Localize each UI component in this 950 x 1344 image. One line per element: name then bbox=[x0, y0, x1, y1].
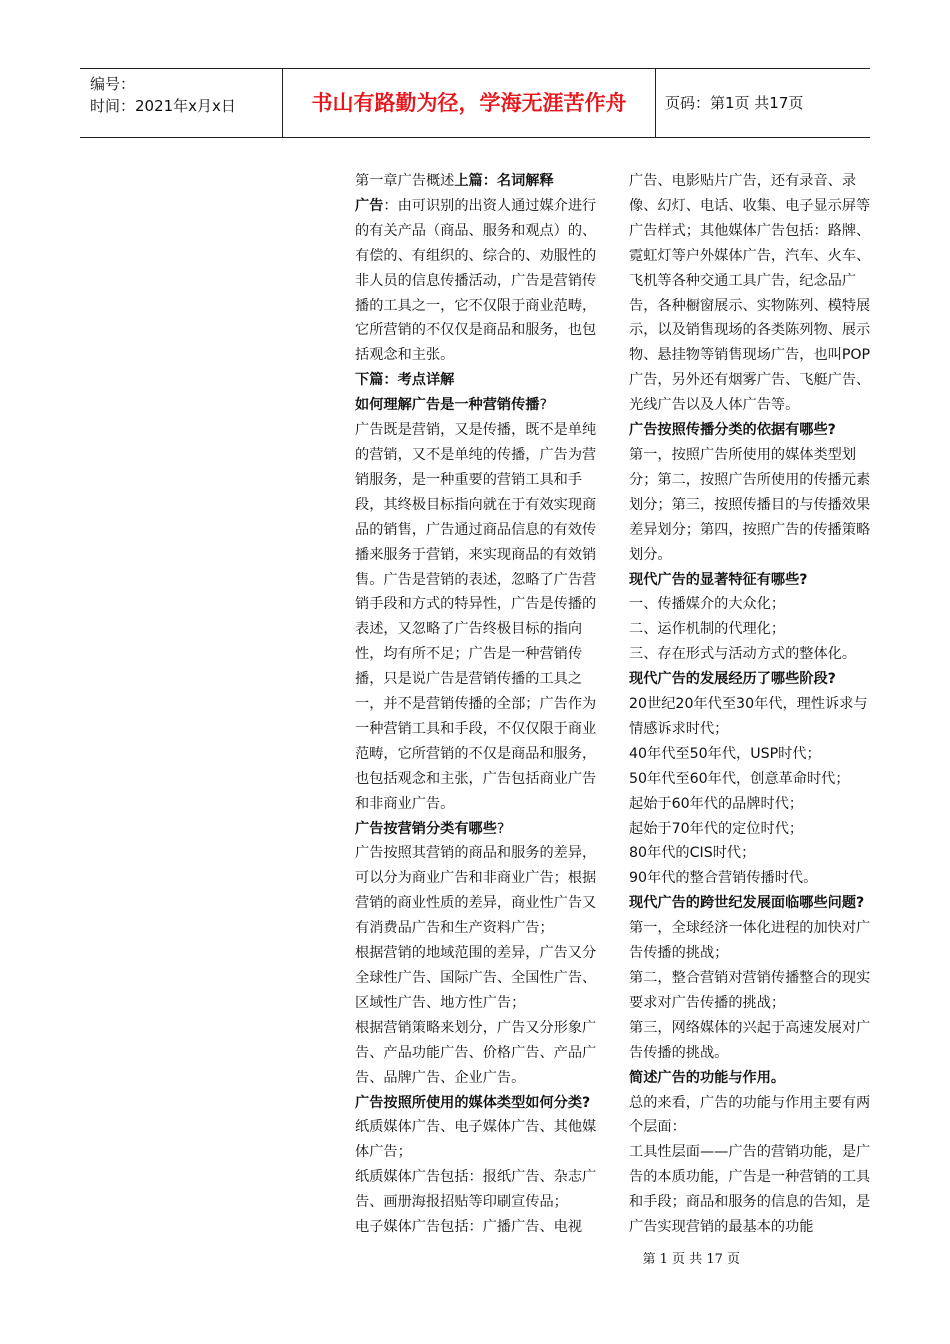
section-heading: 下篇：考点详解 bbox=[355, 372, 455, 389]
document-time-label: 时间：2021年x月x日 bbox=[90, 97, 236, 115]
question-heading: 现代广告的显著特征有哪些? bbox=[629, 571, 808, 588]
list-item: 二、运作机制的代理化； bbox=[629, 621, 786, 638]
paragraph: 纸质媒体广告包括：报纸广告、杂志广告、画册海报招贴等印刷宣传品； bbox=[355, 1169, 597, 1211]
page-footer: 第 1 页 共 17 页 bbox=[642, 1252, 740, 1267]
question-heading: 现代广告的发展经历了哪些阶段? bbox=[629, 671, 836, 688]
document-number-label: 编号： bbox=[90, 75, 136, 93]
left-text-column bbox=[355, 169, 603, 1240]
list-item: 三、存在形式与活动方式的整体化。 bbox=[629, 646, 857, 663]
question-heading: 现代广告的跨世纪发展面临哪些问题? bbox=[629, 895, 865, 912]
list-item: 第三，网络媒体的兴起于高速发展对广告传播的挑战。 bbox=[629, 1019, 871, 1061]
paragraph: 根据营销的地域范围的差异，广告又分全球性广告、国际广告、全国性广告、区域性广告、地方性广告； bbox=[355, 945, 597, 1011]
paragraph: 第一章广告概述上篇：名词解释 bbox=[355, 173, 554, 189]
list-item: 80年代的CIS时代； bbox=[629, 845, 756, 862]
list-item: 50年代至60年代，创意革命时代； bbox=[629, 770, 850, 787]
paragraph: 广告：由可识别的出资人通过媒介进行的有关产品（商品、服务和观点）的、有偿的、有组织的、综合的、劝服性的非人员的信息传播活动，广告是营销传播的工具之一，它不仅限于商业范畴，它所营销的不仅仅是商品和服务，也包括观念和主张。 bbox=[355, 197, 597, 364]
paragraph: 广告按照其营销的商品和服务的差异，可以分为商业广告和非商业广告；根据营销的商业性质的差异，商业性广告又有消费品广告和生产资料广告； bbox=[355, 845, 597, 937]
list-item: 一、传播媒介的大众化； bbox=[629, 596, 786, 613]
paragraph: 广告既是营销，又是传播，既不是单纯的营销，又不是单纯的传播，广告为营销服务，是一种重要的营销工具和手段，其终极目标指向就在于有效实现商品的销售，广告通过商品信息的有效传播来服务于营销，来实现商品的有效销售。广告是营销的表述，忽略了广告营销手段和方式的特异性，广告是传播的表述，又忽略了广告终极目标的指向性，均有所不足；广告是一种营销传播，只是说广告是营销传播的工具之一，并不是营销传播的全部；广告作为一种营销工具和手段，不仅仅限于商业范畴，它所营销的不仅是商品和服务，也包括观念和主张，广告包括商业广告和非商业广告。 bbox=[355, 422, 597, 812]
paragraph: 广告、电影贴片广告，还有录音、录像、幻灯、电话、收集、电子显示屏等广告样式；其他媒体广告包括：路牌、霓虹灯等户外媒体广告，汽车、火车、飞机等各种交通工具广告，纪念品广告，各种橱窗展示、实物陈列、模特展示，以及销售现场的各类陈列物、展示物、悬挂物等销售现场广告，也叫POP广告，另外还有烟雾广告、飞艇广告、光线广告以及人体广告等。 bbox=[629, 173, 871, 414]
header-page-info: 页码：第1页 共17页 bbox=[665, 94, 804, 112]
question-heading: 广告按营销分类有哪些? bbox=[355, 820, 505, 837]
list-item: 90年代的整合营销传播时代。 bbox=[629, 870, 818, 887]
question-heading: 广告按照所使用的媒体类型如何分类? bbox=[355, 1094, 591, 1111]
header-meta bbox=[80, 69, 283, 137]
right-text-column bbox=[629, 169, 879, 1240]
question-heading: 广告按照传播分类的依据有哪些? bbox=[629, 422, 836, 439]
list-item: 起始于70年代的定位时代； bbox=[629, 820, 804, 837]
list-item: 第一，全球经济一体化进程的加快对广告传播的挑战； bbox=[629, 920, 871, 962]
paragraph: 纸质媒体广告、电子媒体广告、其他媒体广告； bbox=[355, 1119, 597, 1161]
paragraph: 根据营销策略来划分，广告又分形象广告、产品功能广告、价格广告、产品广告、品牌广告、企业广告。 bbox=[355, 1019, 597, 1086]
list-item: 40年代至50年代，USP时代； bbox=[629, 745, 821, 762]
list-item: 20世纪20年代至30年代，理性诉求与情感诉求时代； bbox=[629, 696, 868, 737]
list-item: 第二，整合营销对营销传播整合的现实要求对广告传播的挑战； bbox=[629, 970, 871, 1011]
paragraph: 电子媒体广告包括：广播广告、电视 bbox=[355, 1219, 583, 1236]
list-item: 起始于60年代的品牌时代； bbox=[629, 795, 804, 812]
question-heading: 简述广告的功能与作用。 bbox=[629, 1069, 786, 1086]
header-motto: 书山有路勤为径，学海无涯苦作舟 bbox=[283, 69, 656, 137]
paragraph: 总的来看，广告的功能与作用主要有两个层面： bbox=[629, 1094, 871, 1136]
paragraph: 工具性层面——广告的营销功能，是广告的本质功能，广告是一种营销的工具和手段；商品和服务的信息的告知，是广告实现营销的最基本的功能 bbox=[629, 1144, 871, 1236]
question-heading: 如何理解广告是一种营销传播? bbox=[355, 397, 547, 414]
page-header bbox=[80, 68, 870, 138]
paragraph: 第一，按照广告所使用的媒体类型划分；第二，按照广告所使用的传播元素划分；第三，按照传播目的与传播效果差异划分；第四，按照广告的传播策略划分。 bbox=[629, 446, 871, 563]
